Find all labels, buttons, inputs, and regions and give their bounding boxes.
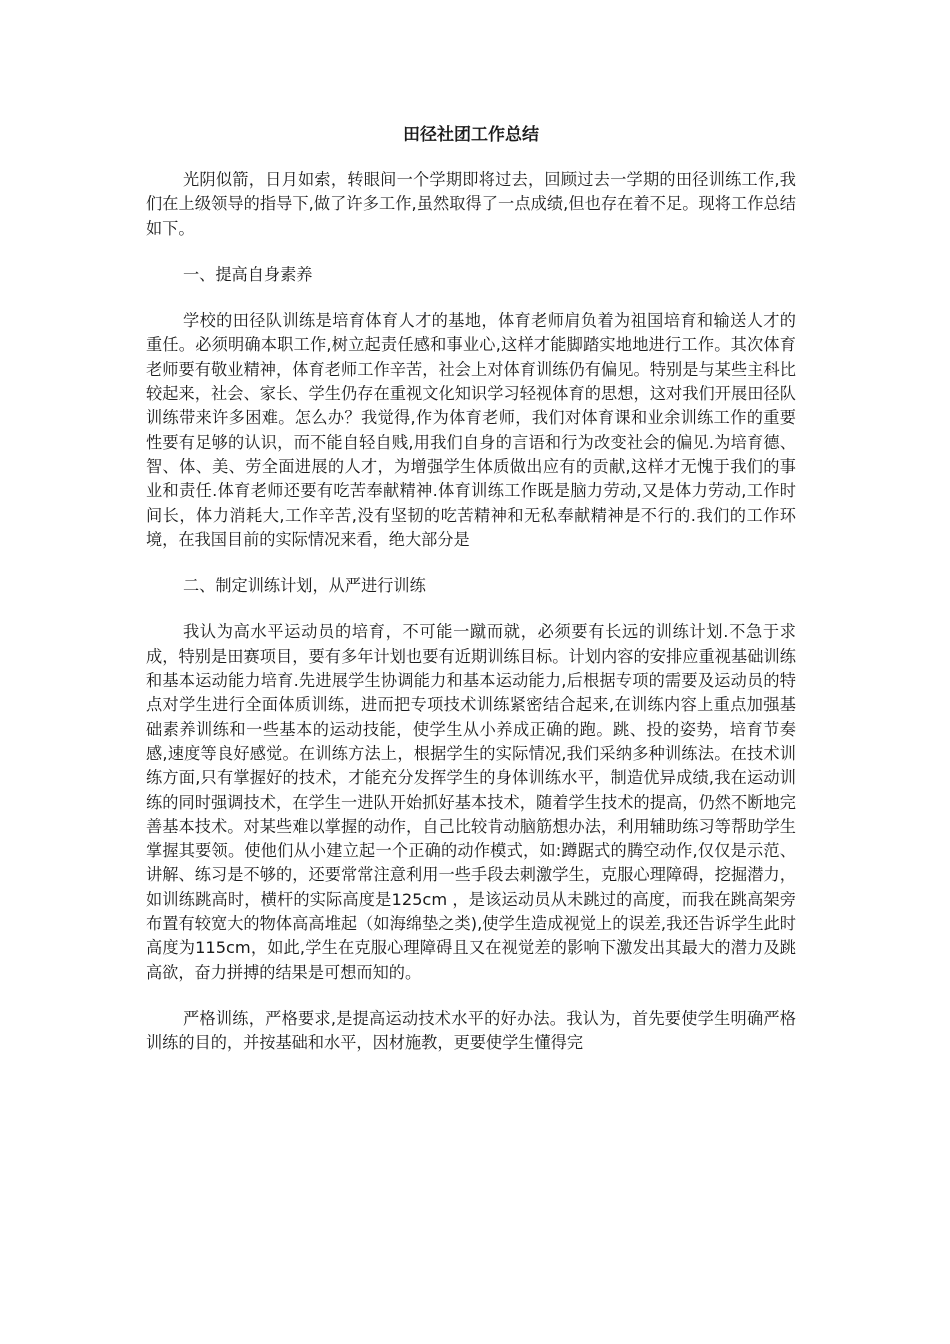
section-1-paragraph: 学校的田径队训练是培育体育人才的基地，体育老师肩负着为祖国培育和输送人才的重任。必须明确本职工作,树立起责任感和事业心,这样才能脚踏实地地进行工作。其次体育老师要有敬业精神，体育老师工作辛苦，社会上对体育训练仍有偏见。特别是与某些主科比较起来，社会、家长、学生仍存在重视文化知识学习轻视体育的思想，这对我们开展田径队训练带来许多困难。怎么办？我觉得,作为体育老师，我们对体育课和业余训练工作的重要性要有足够的认识，而不能自轻自贱,用我们自身的言语和行为改变社会的偏见.为培育德、智、体、美、劳全面进展的人才，为增强学生体质做出应有的贡献,这样才无愧于我们的事业和责任.体育老师还要有吃苦奉献精神.体育训练工作既是脑力劳动,又是体力劳动,工作时间长，体力消耗大,工作辛苦,没有坚韧的吃苦精神和无私奉献精神是不行的.我们的工作环境，在我国目前的实际情况来看，绝大部分是 (146, 311, 796, 549)
intro-paragraph: 光阴似箭，日月如索，转眼间一个学期即将过去，回顾过去一学期的田径训练工作,我们在上级领导的指导下,做了许多工作,虽然取得了一点成绩,但也存在着不足。现将工作总结如下。 (146, 170, 796, 238)
section-heading-2: 二、制定训练计划，从严进行训练 (183, 576, 426, 596)
section-heading-1: 一、提高自身素养 (183, 264, 313, 284)
document-page (146, 122, 796, 1078)
section-2-paragraph-continued: 严格训练，严格要求,是提高运动技术水平的好办法。我认为，首先要使学生明确严格训练的目的，并按基础和水平，因材施教，更要使学生懂得完 (146, 1008, 796, 1053)
document-title: 田径社团工作总结 (403, 125, 539, 145)
section-2-paragraph: 我认为高水平运动员的培育，不可能一蹴而就，必须要有长远的训练计划.不急于求成，特别是田赛项目，要有多年计划也要有近期训练目标。计划内容的安排应重视基础训练和基本运动能力培育.先进展学生协调能力和基本运动能力,后根据专项的需要及运动员的特点对学生进行全面体质训练，进而把专项技术训练紧密结合起来,在训练内容上重点加强基础素养训练和一些基本的运动技能，使学生从小养成正确的跑。跳、投的姿势，培育节奏感,速度等良好感觉。在训练方法上，根据学生的实际情况,我们采纳多种训练法。在技术训练方面,只有掌握好的技术，才能充分发挥学生的身体训练水平，制造优异成绩,我在运动训练的同时强调技术，在学生一进队开始抓好基本技术，随着学生技术的提高，仍然不断地完善基本技术。对某些难以掌握的动作，自己比较肯动脑筋想办法，利用辅助练习等帮助学生掌握其要领。使他们从小建立起一个正确的动作模式，如:蹲踞式的腾空动作,仅仅是示范、讲解、练习是不够的，还要常常注意利用一些手段去刺激学生，克服心理障碍，挖掘潜力，如训练跳高时，横杆的实际高度是125cm ，是该运动员从未跳过的高度，而我在跳高架旁布置有较宽大的物体高高堆起（如海绵垫之类),使学生造成视觉上的误差,我还告诉学生此时高度为115cm，如此,学生在克服心理障碍且又在视觉差的影响下激发出其最大的潜力及跳高欲，奋力拼搏的结果是可想而知的。 (146, 622, 796, 982)
